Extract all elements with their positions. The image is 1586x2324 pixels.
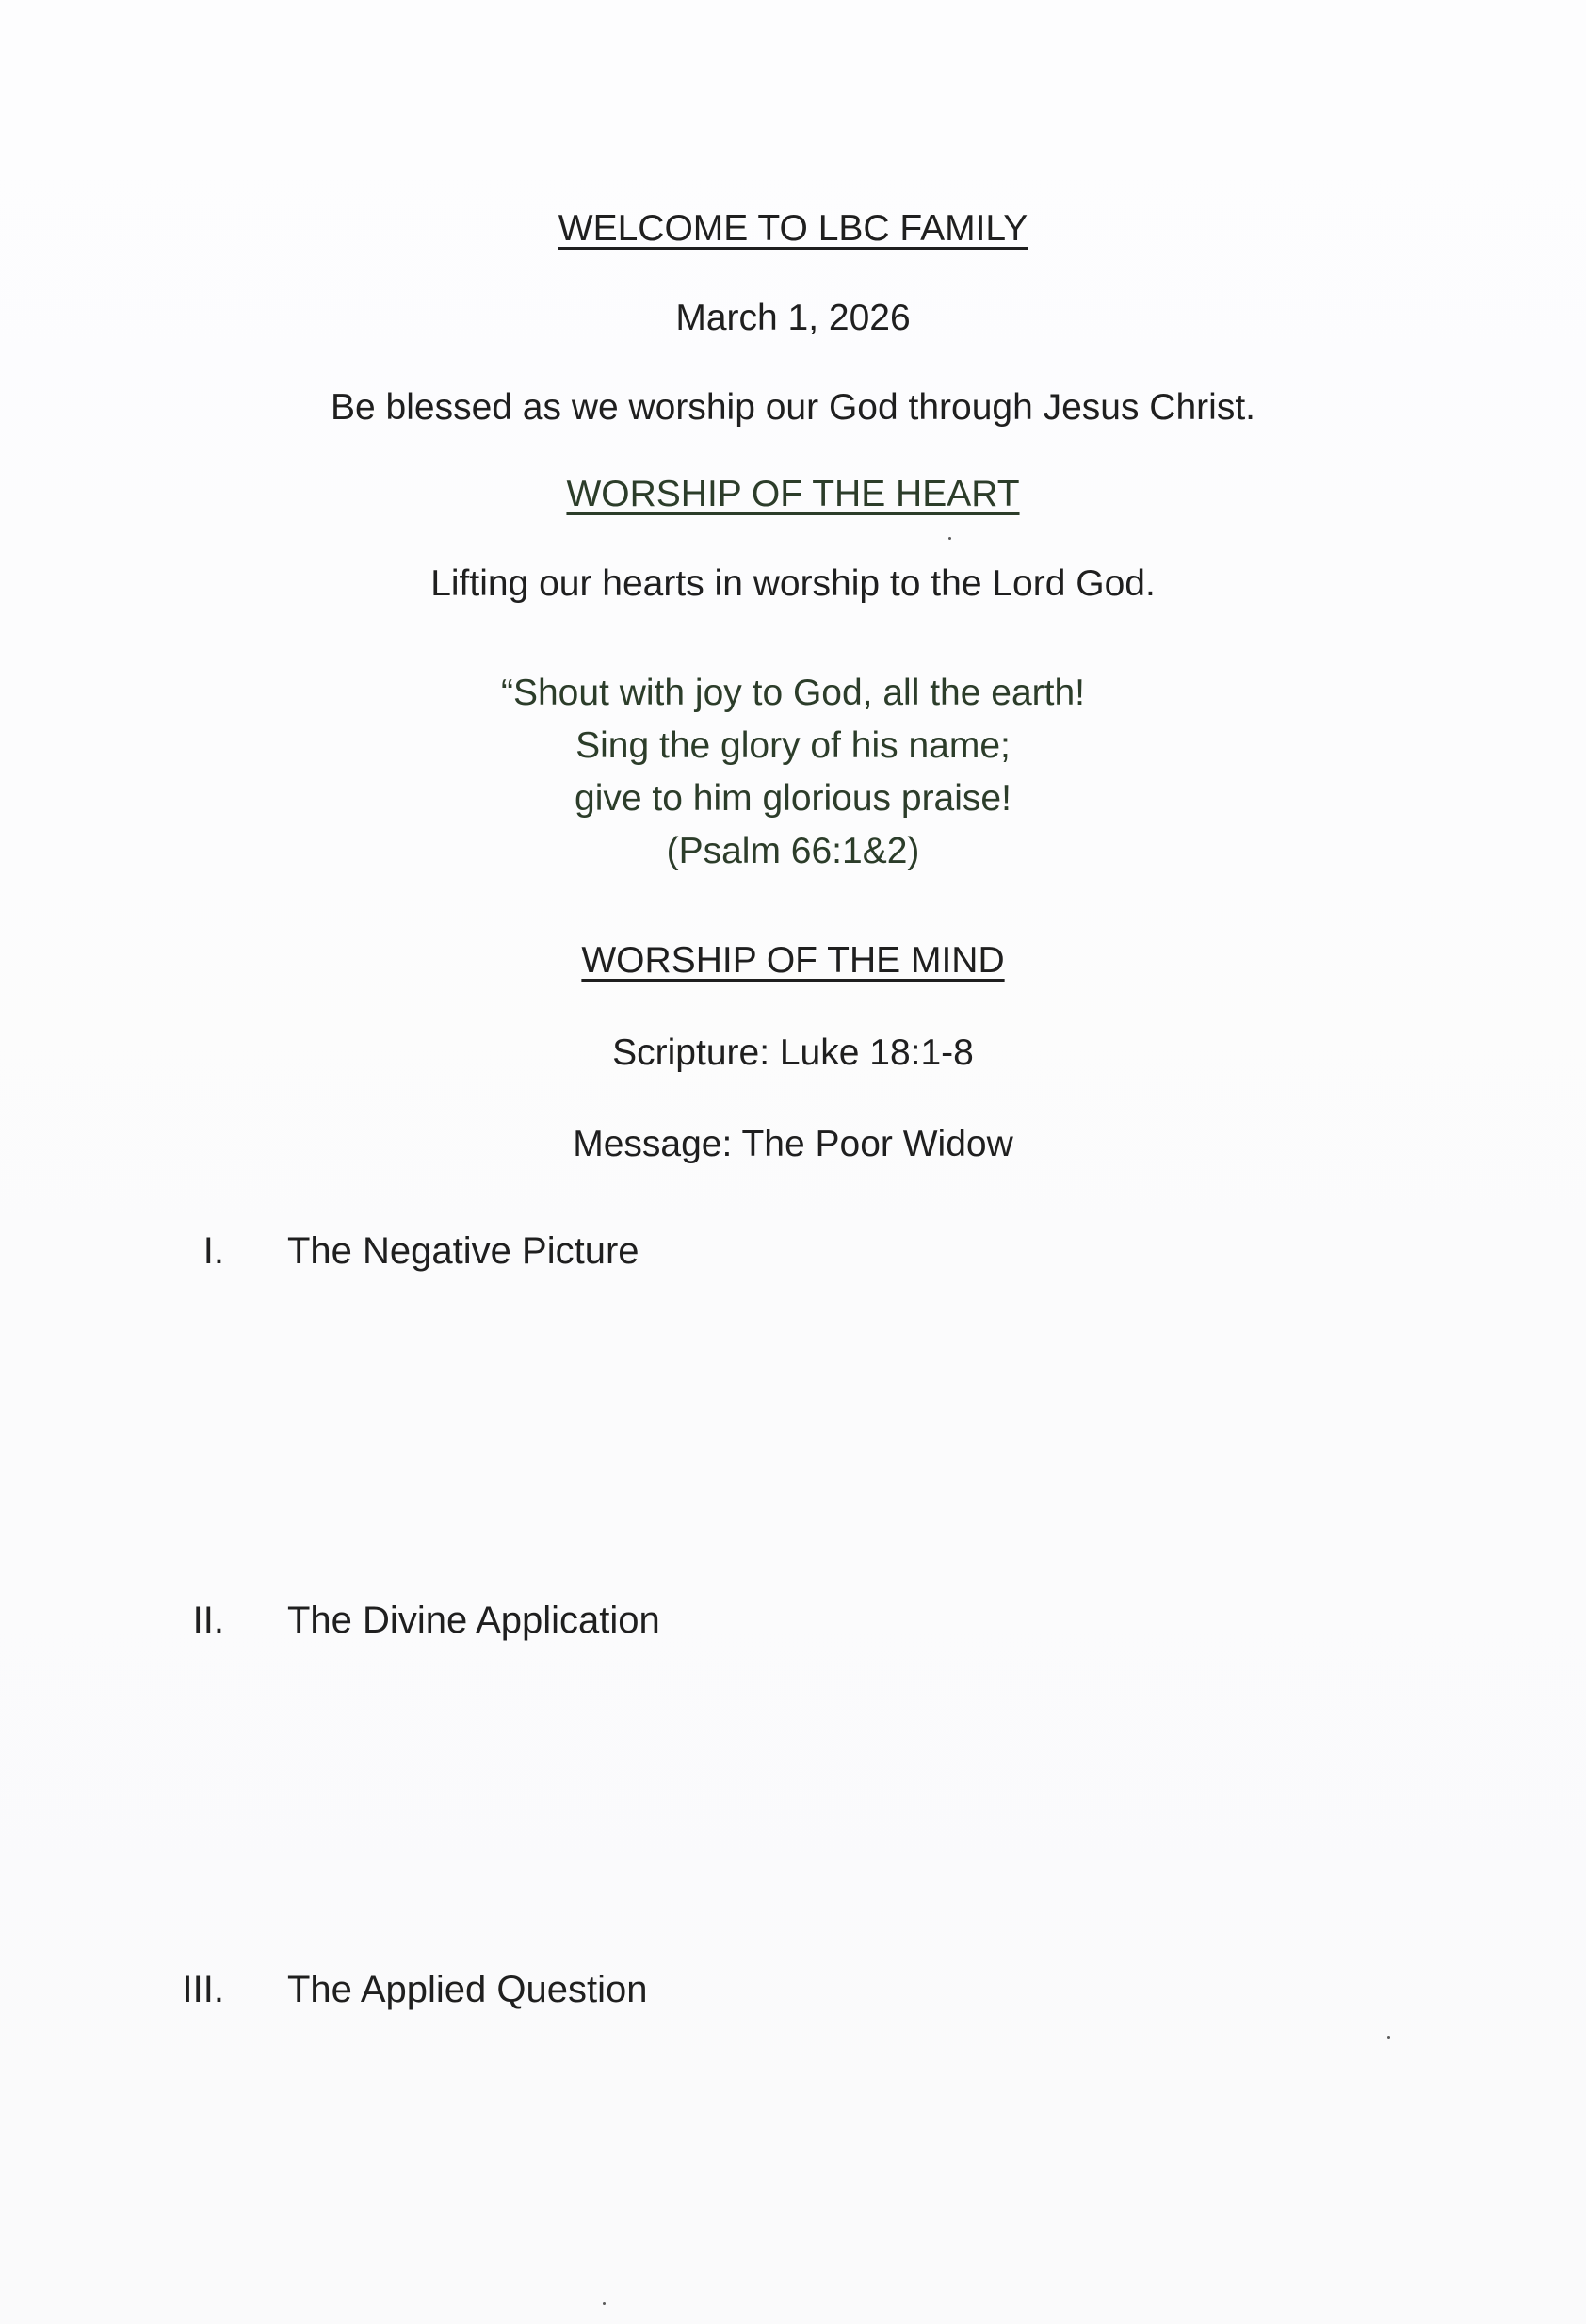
sermon-message: Message: The Poor Widow [573,1124,1013,1164]
verse-line-2: Sing the glory of his name; [575,725,1011,766]
blessing-text: Be blessed as we worship our God through Jesus Christ. [331,387,1255,428]
worship-heart-heading: WORSHIP OF THE HEART [566,474,1020,514]
outline-item [0,1227,1586,1275]
scan-speck [603,2302,606,2305]
verse-line-1: “Shout with joy to God, all the earth! [500,673,1085,713]
outline-item [0,1597,1586,1644]
verse-reference: (Psalm 66:1&2) [666,831,920,871]
psalm-verse [0,667,1586,878]
outline-numeral: I. [202,1230,224,1272]
verse-line-3: give to him glorious praise! [575,778,1011,819]
outline-title: The Negative Picture [287,1230,639,1272]
outline-numeral: III. [182,1969,224,2010]
outline-item [0,1966,1586,2013]
worship-mind-heading: WORSHIP OF THE MIND [581,940,1005,981]
welcome-heading: WELCOME TO LBC FAMILY [558,208,1028,249]
scan-speck [948,537,951,540]
outline-title: The Divine Application [287,1600,660,1641]
outline-title: The Applied Question [287,1969,648,2010]
scan-speck [1387,2036,1390,2039]
service-date: March 1, 2026 [675,298,911,338]
outline-numeral: II. [192,1600,224,1641]
worship-heart-intro: Lifting our hearts in worship to the Lord God. [430,563,1156,604]
scripture-reference: Scripture: Luke 18:1-8 [612,1032,974,1073]
